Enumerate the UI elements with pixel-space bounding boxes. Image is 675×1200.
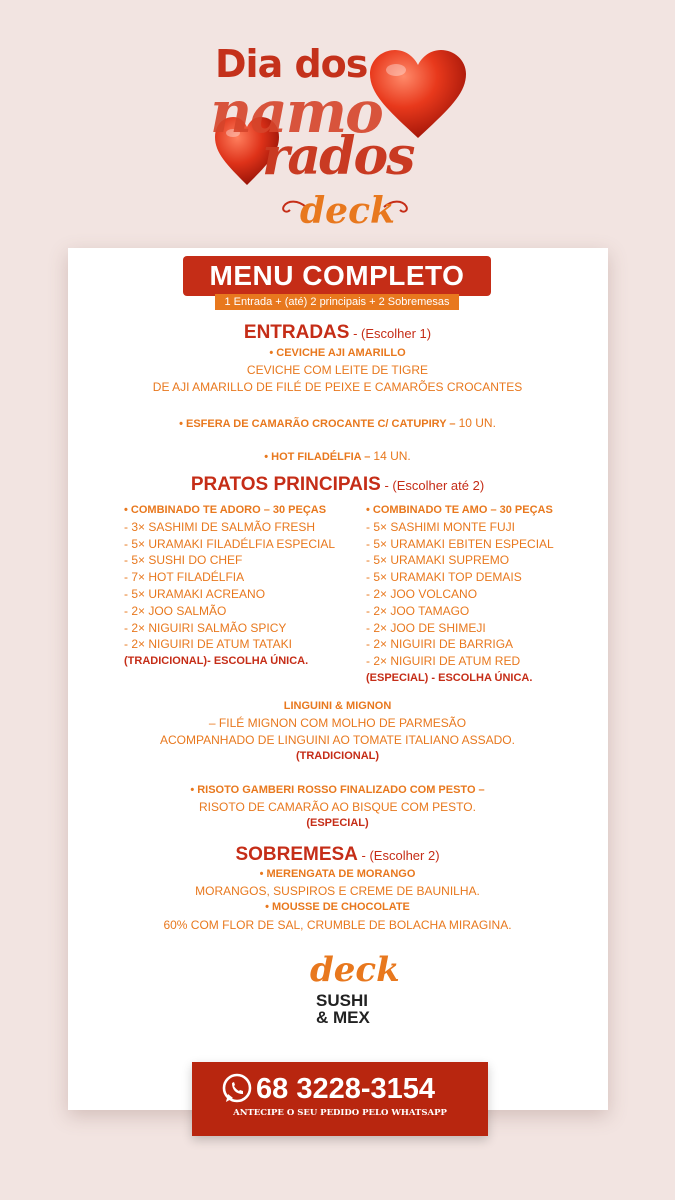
combo-2-item: - 5× URAMAKI SUPREMO <box>366 553 510 568</box>
combo-1-item: - 2× NIGUIRI DE ATUM TATAKI <box>124 637 292 652</box>
combo-1-item: - 2× NIGUIRI SALMÃO SPICY <box>124 620 287 635</box>
entradas-item-3-name: • HOT FILADÉLFIA – <box>264 451 374 463</box>
sobremesa-note: - (Escolher 2) <box>357 848 440 863</box>
whatsapp-note: ANTECIPE O SEU PEDIDO PELO WHATSAPP <box>233 1108 447 1118</box>
phone-number: 68 3228-3154 <box>256 1072 435 1105</box>
entradas-item-1: • CEVICHE AJI AMARILLO <box>269 347 406 359</box>
sobremesa-heading <box>0 844 675 866</box>
combo-1-item: - 5× URAMAKI FILADÉLFIA ESPECIAL <box>124 536 336 551</box>
risoto-title: • RISOTO GAMBERI ROSSO FINALIZADO COM PESTO – <box>190 784 485 796</box>
logo-line-1: SUSHI <box>316 991 368 1010</box>
linguini-desc-2: ACOMPANHADO DE LINGUINI AO TOMATE ITALIANO ASSADO. <box>160 733 515 747</box>
combo-2-footer: (ESPECIAL) - ESCOLHA ÚNICA. <box>366 671 533 684</box>
hero-line-3: rados <box>262 126 414 187</box>
hero-header <box>0 0 675 250</box>
sobremesa-item-2: • MOUSSE DE CHOCOLATE <box>265 901 410 913</box>
linguini-title: LINGUINI & MIGNON <box>283 700 392 712</box>
risoto-desc: RISOTO DE CAMARÃO AO BISQUE COM PESTO. <box>199 800 476 814</box>
combo-2-item: - 2× NIGUIRI DE ATUM RED <box>366 654 521 669</box>
entradas-item-2-qty: 10 UN. <box>458 416 496 430</box>
risoto-tag: (ESPECIAL) <box>306 817 369 829</box>
linguini-tag: (TRADICIONAL) <box>295 750 380 762</box>
sobremesa-item-1-desc: MORANGOS, SUSPIROS E CREME DE BAUNILHA. <box>195 884 480 898</box>
combo-1-item: - 7× HOT FILADÉLFIA <box>124 570 245 585</box>
entradas-title: ENTRADAS <box>243 322 350 343</box>
combo-2-item: - 5× URAMAKI EBITEN ESPECIAL <box>366 536 554 551</box>
principais-note: - (Escolher até 2) <box>380 478 485 493</box>
sushi-mex-logo <box>316 992 370 1026</box>
combo-1-item: - 2× JOO SALMÃO <box>124 603 227 618</box>
principais-title: PRATOS PRINCIPAIS <box>190 474 381 495</box>
entradas-note: - (Escolher 1) <box>349 326 432 341</box>
whatsapp-icon <box>220 1072 254 1106</box>
combo-2-item: - 2× NIGUIRI DE BARRIGA <box>366 637 514 652</box>
combo-1-title: • COMBINADO TE ADORO – 30 PEÇAS <box>124 504 327 516</box>
entradas-item-2-name: • ESFERA DE CAMARÃO CROCANTE C/ CATUPIRY – <box>179 418 459 430</box>
combo-2-title: • COMBINADO TE AMO – 30 PEÇAS <box>366 504 553 516</box>
entradas-item-2 <box>0 414 675 432</box>
whatsapp-phone[interactable] <box>220 1072 435 1106</box>
hero-line-1: Dia dos <box>215 42 368 86</box>
menu-title: MENU COMPLETO <box>183 256 491 296</box>
hero-line-2: namo <box>210 78 382 146</box>
combo-2-item: - 5× URAMAKI TOP DEMAIS <box>366 570 522 585</box>
menu-subtitle: 1 Entrada + (até) 2 principais + 2 Sobremesas <box>215 294 459 310</box>
entradas-item-1-desc-2: DE AJI AMARILLO DE FILÉ DE PEIXE E CAMARÕES CROCANTES <box>152 380 523 394</box>
hero-brand: deck <box>300 190 395 232</box>
linguini-desc-1: – FILÉ MIGNON COM MOLHO DE PARMESÃO <box>208 716 467 730</box>
combo-2-item: - 2× JOO VOLCANO <box>366 586 478 601</box>
combo-1-footer: (TRADICIONAL)- ESCOLHA ÚNICA. <box>124 655 309 668</box>
combo-2-item: - 5× SASHIMI MONTE FUJI <box>366 519 516 534</box>
sobremesa-title: SOBREMESA <box>235 844 358 865</box>
combo-1-item: - 3× SASHIMI DE SALMÃO FRESH <box>124 519 316 534</box>
sobremesa-item-2-desc: 60% COM FLOR DE SAL, CRUMBLE DE BOLACHA MIRAGINA. <box>163 918 512 932</box>
entradas-item-3 <box>0 447 675 465</box>
entradas-item-1-desc-1: CEVICHE COM LEITE DE TIGRE <box>246 363 429 377</box>
combo-1-item: - 5× SUSHI DO CHEF <box>124 553 243 568</box>
combo-2-item: - 2× JOO TAMAGO <box>366 603 470 618</box>
logo-line-2: & MEX <box>316 1008 370 1027</box>
combo-2-item: - 2× JOO DE SHIMEJI <box>366 620 486 635</box>
combo-te-amo <box>366 502 554 687</box>
deck-logo: deck <box>310 950 400 990</box>
sobremesa-item-1: • MERENGATA DE MORANGO <box>259 868 416 880</box>
entradas-heading <box>0 322 675 344</box>
entradas-item-3-qty: 14 UN. <box>373 449 411 463</box>
principais-heading <box>0 474 675 496</box>
combo-1-item: - 5× URAMAKI ACREANO <box>124 586 266 601</box>
combo-te-adoro <box>124 502 335 670</box>
